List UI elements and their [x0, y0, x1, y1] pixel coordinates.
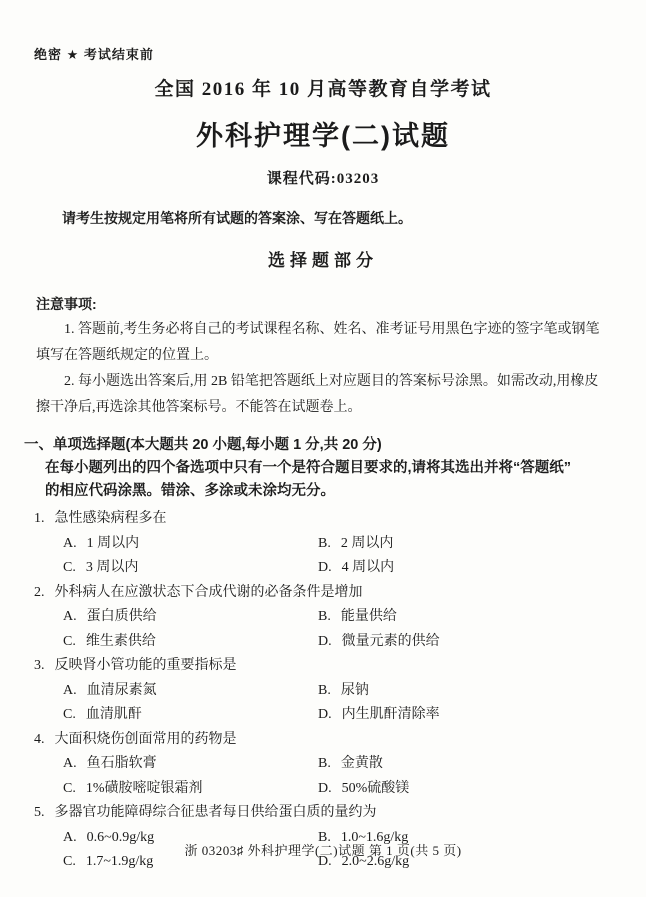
option-c [63, 777, 318, 802]
note-item-1: 1. 答题前,考生务必将自己的考试课程名称、姓名、准考证号用黑色字迹的签字笔或钢笔填写在答题纸规定的位置上。 [36, 322, 600, 363]
notes-section [36, 291, 610, 421]
question-stem [0, 728, 646, 753]
question-number: 1. [34, 511, 45, 526]
option-text: 尿钠 [340, 682, 369, 698]
option-label: D. [318, 560, 332, 575]
question-options [0, 532, 646, 581]
option-label: B. [318, 829, 331, 845]
question-5 [0, 801, 646, 875]
option-label: A. [63, 756, 77, 771]
option-a [63, 605, 318, 630]
option-b [318, 605, 646, 630]
question-number: 4. [34, 731, 45, 747]
page-footer: 浙 03203♯ 外科护理学(二)试题 第 1 页(共 5 页) [184, 843, 462, 858]
option-text: 血清尿素氮 [86, 682, 157, 698]
option-d [318, 556, 646, 581]
question-number: 2. [34, 584, 45, 600]
section-instruction-line-1: 在每小题列出的四个备选项中只有一个是符合题目要求的,请将其选出并将“答题纸” [45, 460, 572, 476]
option-label: B. [318, 756, 331, 771]
option-text: 金黄散 [340, 756, 383, 771]
question-text: 外科病人在应激状态下合成代谢的必备条件是增加 [54, 584, 363, 600]
option-text: 内生肌酐清除率 [341, 707, 440, 722]
option-c [63, 703, 318, 728]
page-title: 外科护理学(二)试题 [196, 121, 450, 151]
option-c [63, 556, 318, 581]
exam-session-title: 全国 2016 年 10 月高等教育自学考试 [154, 79, 492, 100]
question-4 [0, 728, 646, 802]
option-a [63, 752, 318, 777]
paper-header [0, 0, 646, 188]
classification-banner: 绝密 ★ 考试结束前 [34, 47, 154, 62]
option-a [63, 679, 318, 704]
option-label: C. [63, 560, 76, 575]
option-label: A. [63, 535, 77, 551]
option-text: 0.6~0.9g/kg [86, 829, 155, 845]
option-text: 蛋白质供给 [86, 609, 157, 624]
option-text: 2.0~2.6g/kg [341, 854, 410, 869]
question-options [0, 679, 646, 728]
option-label: B. [318, 682, 331, 698]
option-text: 能量供给 [340, 609, 397, 624]
option-text: 微量元素的供给 [341, 633, 440, 649]
option-d [318, 703, 646, 728]
option-label: A. [63, 609, 77, 624]
question-number: 5. [34, 805, 45, 820]
option-label: A. [63, 682, 77, 698]
question-stem [0, 654, 646, 679]
option-label: D. [318, 707, 332, 722]
section-instruction-line-2: 的相应代码涂黑。错涂、多涂或未涂均无分。 [45, 482, 335, 499]
option-label: B. [318, 535, 331, 551]
question-text: 多器官功能障碍综合征患者每日供给蛋白质的量约为 [54, 805, 377, 820]
question-number: 3. [34, 658, 45, 673]
option-label: C. [63, 633, 76, 649]
option-label: D. [318, 854, 332, 869]
notes-title: 注意事项: [36, 296, 97, 312]
question-3 [0, 654, 646, 728]
question-text: 急性感染病程多在 [54, 511, 167, 526]
question-list [0, 507, 646, 875]
question-options [0, 752, 646, 801]
option-text: 鱼石脂软膏 [86, 756, 157, 771]
option-text: 1 周以内 [86, 535, 140, 551]
option-label: D. [318, 780, 332, 796]
question-stem [0, 581, 646, 606]
option-text: 维生素供给 [85, 633, 156, 649]
option-label: C. [63, 707, 76, 722]
option-text: 血清肌酐 [85, 707, 142, 722]
question-stem [0, 801, 646, 826]
option-text: 4 周以内 [341, 560, 395, 575]
option-text: 3 周以内 [85, 560, 139, 575]
option-label: C. [63, 854, 76, 869]
part-title: 选择题部分 [268, 251, 378, 270]
option-c [63, 630, 318, 655]
question-options [0, 605, 646, 654]
option-text: 1%磺胺嘧啶银霜剂 [85, 780, 203, 796]
question-1 [0, 507, 646, 581]
question-stem [0, 507, 646, 532]
option-a [63, 532, 318, 557]
option-label: B. [318, 609, 331, 624]
question-text: 大面积烧伤创面常用的药物是 [54, 731, 237, 747]
option-text: 50%硫酸镁 [341, 780, 410, 796]
option-d [318, 777, 646, 802]
option-text: 1.7~1.9g/kg [85, 854, 154, 869]
question-text: 反映肾小管功能的重要指标是 [54, 658, 237, 673]
option-text: 2 周以内 [340, 535, 394, 551]
option-b [318, 679, 646, 704]
course-code: 课程代码:03203 [266, 171, 380, 187]
note-item-2: 2. 每小题选出答案后,用 2B 铅笔把答题纸上对应题目的答案标号涂黑。如需改动,用橡皮擦干净后,再选涂其他答案标号。不能答在试题卷上。 [36, 374, 599, 415]
option-b [318, 752, 646, 777]
option-label: A. [63, 829, 77, 845]
question-2 [0, 581, 646, 655]
option-label: D. [318, 633, 332, 649]
answer-sheet-instruction: 请考生按规定用笔将所有试题的答案涂、写在答题纸上。 [62, 210, 412, 226]
option-text: 1.0~1.6g/kg [340, 829, 409, 845]
option-d [318, 630, 646, 655]
option-label: C. [63, 780, 76, 796]
section-heading: 一、单项选择题(本大题共 20 小题,每小题 1 分,共 20 分) [24, 437, 382, 453]
option-b [318, 532, 646, 557]
